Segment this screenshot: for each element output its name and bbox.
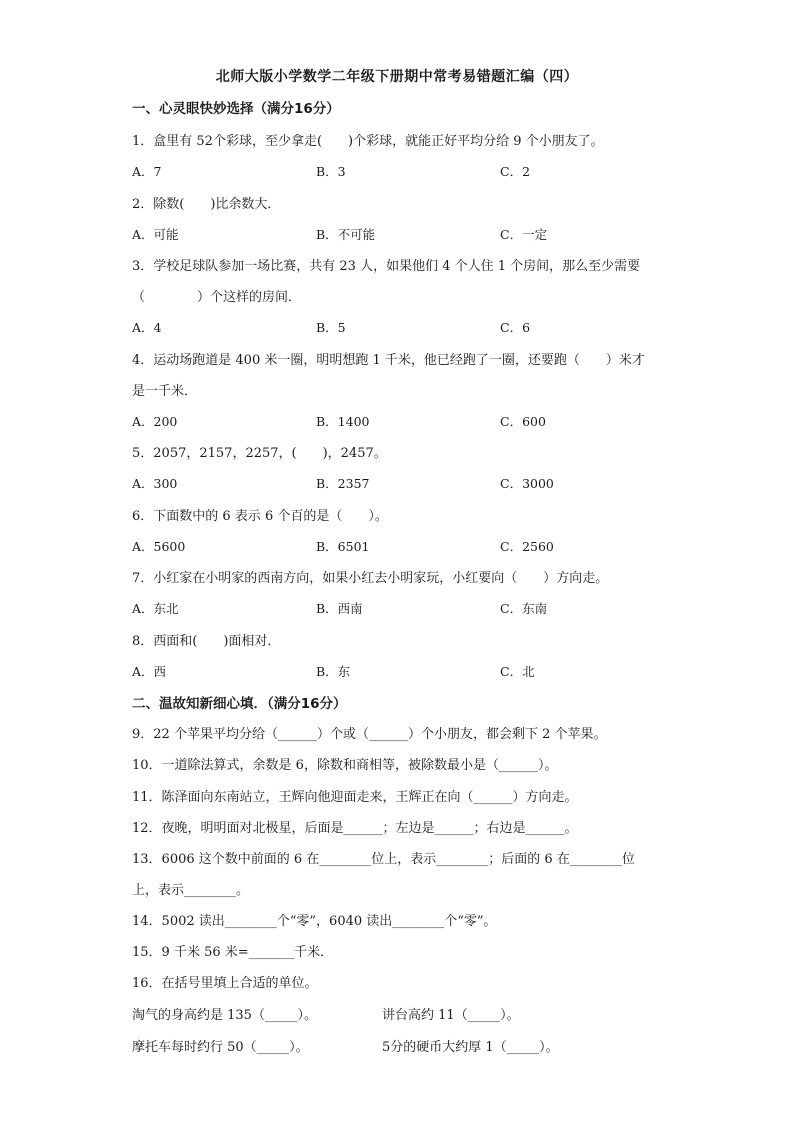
question-16-item-coin: 5分的硬币大约厚 1（_____）。 (382, 1040, 559, 1055)
q2-option-a: A．可能 (132, 227, 179, 242)
q3-option-c: C．6 (500, 320, 531, 335)
question-16-item-height: 淘气的身高约是 135（_____）。 (132, 1008, 317, 1023)
question-7: 7．小红家在小明家的西南方向，如果小红去小明家玩，小红要向（ ）方向走。 (132, 571, 609, 586)
question-5: 5．2057，2157，2257，( )，2457。 (132, 446, 387, 461)
q2-option-b: B．不可能 (316, 227, 376, 242)
q6-option-c: C．2560 (500, 539, 554, 554)
q7-option-c: C．东南 (500, 601, 548, 616)
q7-option-a: A．东北 (132, 601, 179, 616)
page-title: 北师大版小学数学二年级下册期中常考易错题汇编（四） (215, 69, 579, 85)
question-15: 15．9 千米 56 米=_______千米． (132, 945, 334, 960)
question-8: 8．西面和( )面相对． (132, 634, 281, 649)
question-2: 2．除数( )比余数大． (132, 197, 281, 212)
q8-option-a: A．西 (132, 664, 167, 679)
section-heading-fill: 二、温故知新细心填．（满分16分） (132, 696, 347, 712)
question-13: 13．6006 这个数中前面的 6 在________位上，表示________；后面的 6 在________位 (132, 852, 635, 867)
q6-option-a: A．5600 (132, 539, 186, 554)
q4-option-c: C．600 (500, 414, 546, 429)
question-3: 3．学校足球队参加一场比赛，共有 23 人，如果他们 4 个人住 1 个房间，那么至少需要 (132, 259, 641, 274)
q4-option-a: A．200 (132, 414, 178, 429)
question-10: 10．一道除法算式，余数是 6，除数和商相等，被除数最小是（______）。 (132, 758, 558, 773)
section-heading-choice: 一、心灵眼快妙选择（满分16分） (132, 101, 340, 117)
question-9: 9．22 个苹果平均分给（______）个或（______）个小朋友，都会剩下 2 个苹果。 (132, 727, 607, 742)
q5-option-c: C．3000 (500, 476, 554, 491)
q7-option-b: B．西南 (316, 601, 363, 616)
q8-option-c: C．北 (500, 664, 535, 679)
q8-option-b: B．东 (316, 664, 351, 679)
q3-option-a: A．4 (132, 320, 162, 335)
question-6: 6．下面数中的 6 表示 6 个百的是（ ）。 (132, 509, 388, 524)
q1-option-c: C．2 (500, 164, 531, 179)
question-16: 16．在括号里填上合适的单位。 (132, 976, 318, 991)
question-13-cont: 上，表示________。 (132, 883, 250, 898)
q1-option-a: A．7 (132, 164, 162, 179)
q3-option-b: B．5 (316, 320, 346, 335)
question-16-item-motorcycle: 摩托车每时约行 50（_____）。 (132, 1040, 309, 1055)
question-4: 4．运动场跑道是 400 米一圈，明明想跑 1 千米，他已经跑了一圈，还要跑（ ）米才 (132, 353, 645, 368)
question-14: 14．5002 读出________个“零”，6040 读出________个“零”。 (132, 914, 497, 929)
question-4-cont: 是一千米． (132, 384, 198, 399)
question-1: 1．盒里有 52个彩球，至少拿走( )个彩球，就能正好平均分给 9 个小朋友了。 (132, 134, 604, 149)
q5-option-b: B．2357 (316, 476, 370, 491)
question-11: 11．陈泽面向东南站立，王辉向他迎面走来，王辉正在向（______）方向走。 (132, 790, 578, 805)
q2-option-c: C．一定 (500, 227, 548, 242)
question-16-item-podium: 讲台高约 11（_____）。 (382, 1008, 520, 1023)
question-12: 12．夜晚，明明面对北极星，后面是______；左边是______；右边是______。 (132, 821, 578, 836)
question-3-cont: （ ）个这样的房间． (132, 290, 302, 305)
q5-option-a: A．300 (132, 476, 178, 491)
q1-option-b: B．3 (316, 164, 346, 179)
q4-option-b: B．1400 (316, 414, 370, 429)
q6-option-b: B．6501 (316, 539, 370, 554)
